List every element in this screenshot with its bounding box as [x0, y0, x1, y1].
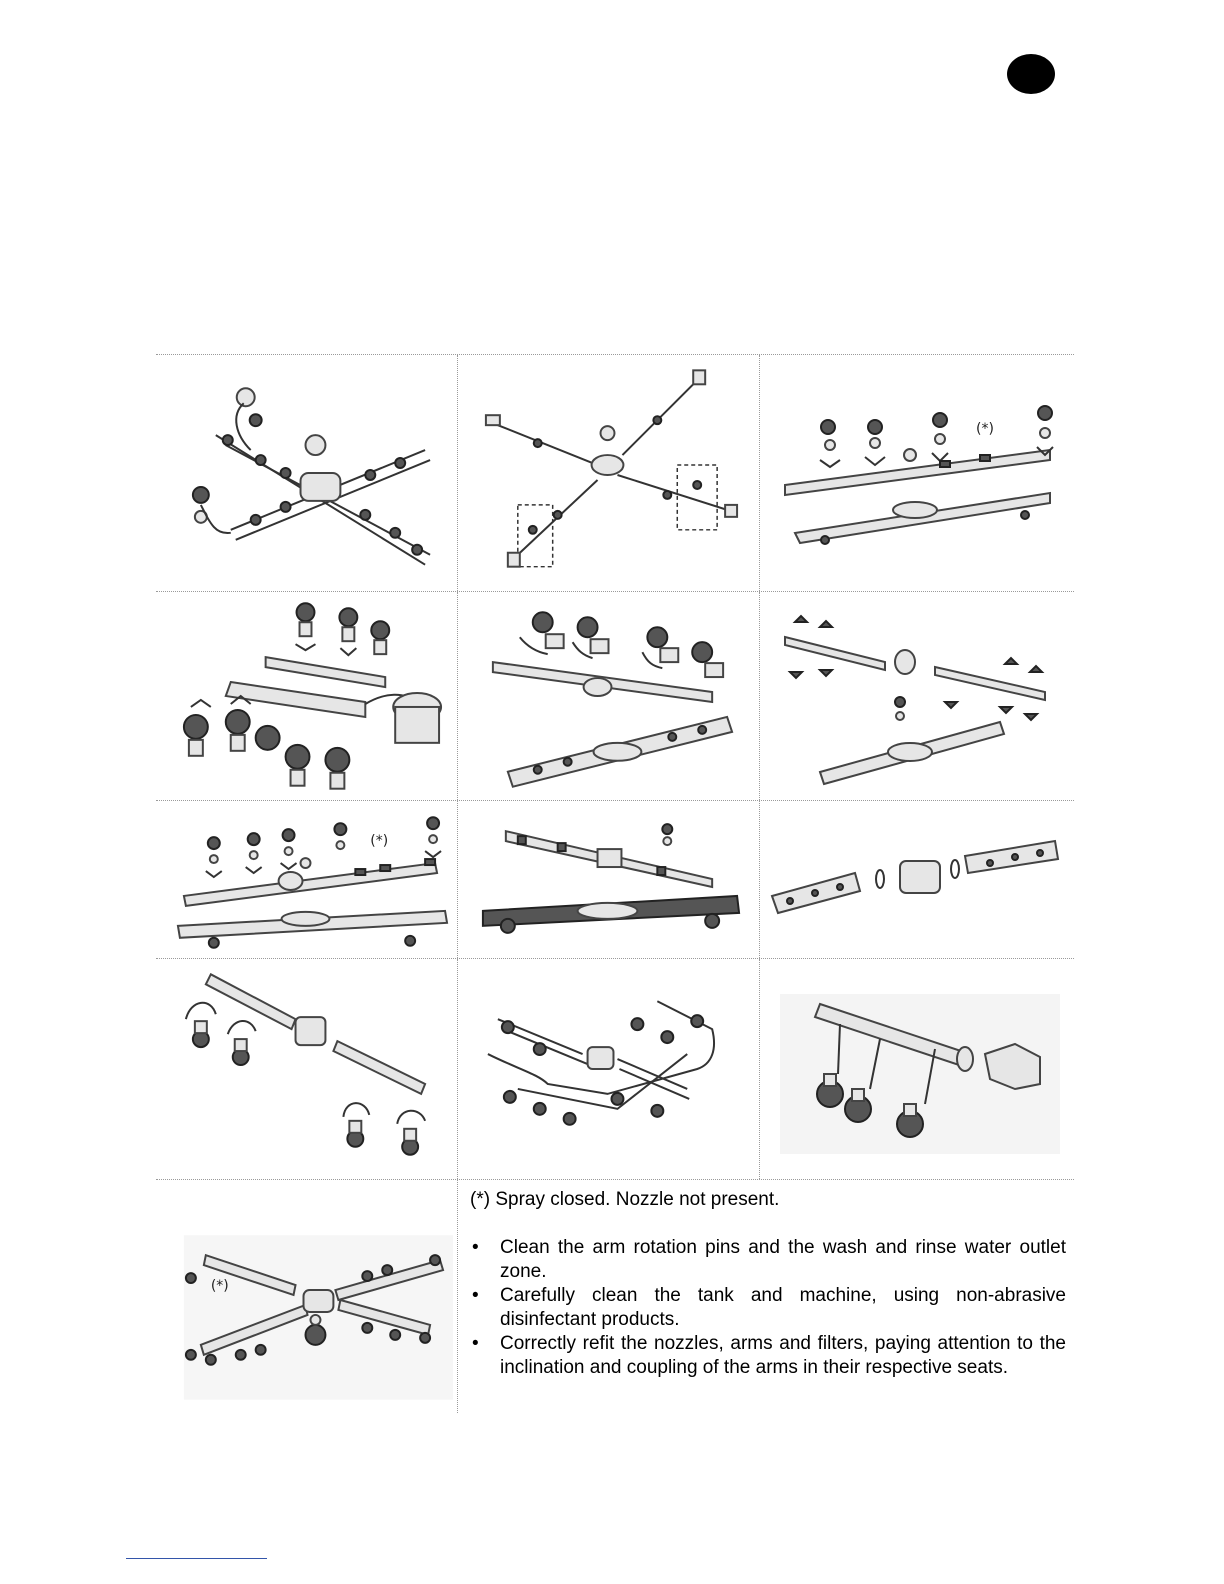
- nozzle-absent-label: (*): [976, 421, 994, 437]
- footnote-separator: [126, 1558, 267, 1559]
- instruction-item: • Correctly refit the nozzles, arms and filters, paying attention to the inclination and coupling of the arms in their respective seats.: [470, 1332, 1066, 1380]
- figure-row-3: [156, 800, 1074, 958]
- figure-arm-with-clip-nozzles: [760, 592, 1074, 800]
- figure-row-5: [156, 1179, 1074, 1413]
- figure-row-2: [156, 591, 1074, 800]
- language-marker-dot: [1007, 54, 1055, 94]
- instruction-item: • Carefully clean the tank and machine, using non-abrasive disinfectant products.: [470, 1284, 1066, 1332]
- figure-split-arm-with-nozzles: [156, 959, 458, 1179]
- nozzle-note: (*) Spray closed. Nozzle not present.: [470, 1189, 780, 1210]
- figure-long-arm-with-hub: [458, 801, 760, 958]
- figure-cross-arm-exploded-with-insets: [458, 355, 760, 591]
- figure-bent-arm-with-nozzles: [458, 959, 760, 1179]
- instruction-list: [470, 1236, 1066, 1380]
- instruction-item: • Clean the arm rotation pins and the wash and rinse water outlet zone.: [470, 1236, 1066, 1284]
- figure-arm-with-angled-nozzles: [458, 592, 760, 800]
- instructions-cell: [458, 1180, 1074, 1413]
- figure-arm-coupling-exploded: [760, 801, 1074, 958]
- figure-straight-arm-with-nozzles: [760, 355, 1074, 591]
- nozzle-absent-label: (*): [370, 833, 389, 850]
- nozzle-absent-label: (*): [210, 1278, 229, 1295]
- figure-arm-with-large-nozzles: [156, 592, 458, 800]
- figure-cross-arm-assembled: [156, 355, 458, 591]
- instructions-text: [470, 1188, 1066, 1380]
- figure-row-1: [156, 354, 1074, 591]
- figure-grid: [156, 354, 1074, 1413]
- figure-long-arm-with-nozzles: [156, 801, 458, 958]
- figure-arm-with-three-nozzles: [760, 959, 1074, 1179]
- figure-cross-arm-with-nozzles: [156, 1180, 458, 1413]
- figure-row-4: [156, 958, 1074, 1179]
